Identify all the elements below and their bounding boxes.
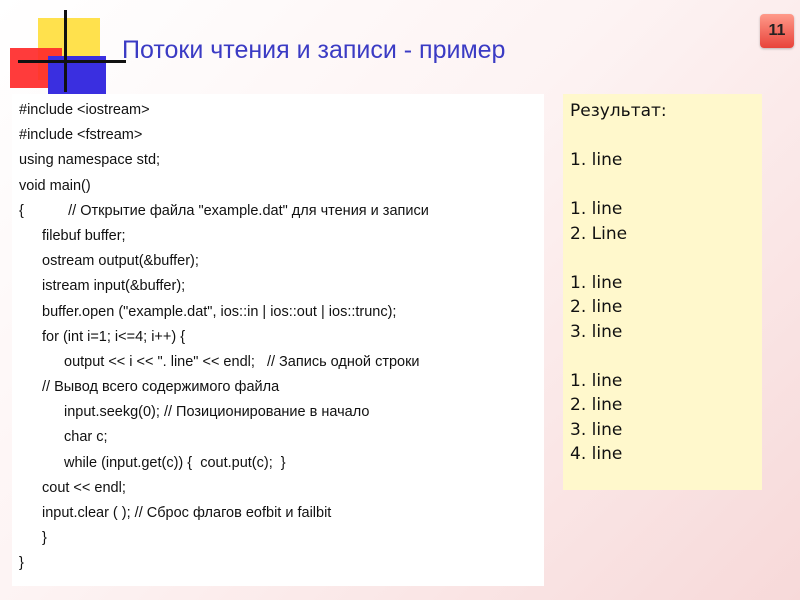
decor-horizontal-line xyxy=(18,60,126,63)
code-line: #include <fstream> xyxy=(19,127,143,144)
code-line: ostream output(&buffer); xyxy=(42,253,199,270)
code-line: char c; xyxy=(64,429,108,446)
result-title: Результат: xyxy=(570,101,667,121)
code-line: istream input(&buffer); xyxy=(42,278,186,295)
code-line: } xyxy=(19,555,24,572)
result-line xyxy=(570,124,762,149)
code-line: output << i << ". line" << endl; // Запись одной строки xyxy=(64,353,420,370)
result-line: 1. line xyxy=(570,370,623,391)
code-line: { // Открытие файла "example.dat" для чтения и записи xyxy=(19,202,429,219)
result-line: 2. line xyxy=(570,395,623,415)
code-line: } xyxy=(42,530,47,547)
code-line: while (input.get(c)) { cout.put(c); } xyxy=(64,454,286,471)
result-panel xyxy=(563,94,762,490)
code-line: // Вывод всего содержимого файла xyxy=(42,379,280,396)
code-line: filebuf buffer; xyxy=(42,227,126,244)
result-line xyxy=(570,173,762,198)
decor-vertical-line xyxy=(64,10,67,92)
code-line: cout << endl; xyxy=(42,479,126,496)
result-line xyxy=(570,344,762,369)
slide-title: Потоки чтения и записи - пример xyxy=(122,36,506,64)
page-number-badge: 11 xyxy=(760,14,794,48)
code-line: for (int i=1; i<=4; i++) { xyxy=(42,328,186,345)
result-line: 2. Line xyxy=(570,223,628,244)
result-line: 1. line xyxy=(570,199,623,219)
code-line: using namespace std; xyxy=(19,152,161,169)
result-line: 2. line xyxy=(570,297,623,317)
result-line: 1. line xyxy=(570,272,623,293)
result-line: 1. line xyxy=(570,150,623,170)
result-line: 4. line xyxy=(570,444,623,464)
code-line: #include <iostream> xyxy=(19,102,150,118)
result-line: 3. line xyxy=(570,419,623,440)
code-line: buffer.open ("example.dat", ios::in | ios::out | ios::trunc); xyxy=(42,303,397,320)
result-line: 3. line xyxy=(570,321,623,342)
code-line: input.clear ( ); // Сброс флагов eofbit и failbit xyxy=(42,505,332,521)
code-line: input.seekg(0); // Позиционирование в начало xyxy=(64,404,370,421)
code-panel xyxy=(12,94,544,586)
result-line xyxy=(570,246,762,271)
code-line: void main() xyxy=(19,177,91,194)
